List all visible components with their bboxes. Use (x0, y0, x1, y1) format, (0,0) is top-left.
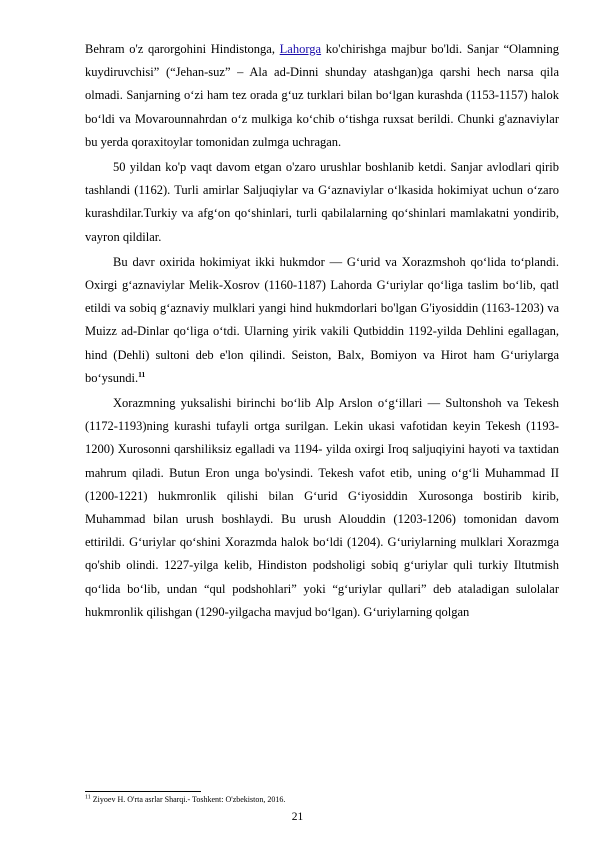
paragraph-1 (85, 38, 559, 154)
paragraph-2: 50 yildan ko'p vaqt davom etgan o'zaro urushlar boshlanib ketdi. Sanjar avlodlari qirib tashlandi (1162). Turli amirlar Saljuqiylar va G‘aznaviylar o‘lkasida hokimiyat uchun o‘zaro kurashdilar.Turkiy va afg‘on qo‘shinlari, turli qabilalarning qo‘shinlari mamlakatni yondirib, vayron qildilar. (85, 160, 559, 244)
lahorga-link[interactable]: Lahorga (279, 42, 322, 56)
footnote (85, 795, 285, 805)
page-body (85, 38, 559, 626)
paragraph-3 (85, 251, 559, 390)
paragraph-1-text-before-link: Behram o'z qarorgohini Hindistonga, (85, 42, 280, 56)
paragraph-4: Xorazmning yuksalishi birinchi bo‘lib Alp Arslon o‘g‘illari — Sultonshoh va Tekesh (1172-1193)ning kurashi tufayli ortga surilgan. Lekin ukasi vafotidan keyin Tekesh (1193-1200) Xurosonni qarshiliksiz egalladi va 1194- yilda oxirgi Iroq saljuqiyini hayoti va taxtidan mahrum qiladi. Butun Eron unga bo'ysindi. Tekesh vafot etib, uning o‘g‘li Muhammad II (1200-1221) hukmronlik qilishi bilan G‘urid G‘iyosiddin Xurosonga bostirib kirib, Muhammad bilan urush boshlaydi. Bu urush Alouddin (1203-1206) tomonidan davom ettirildi. G‘uriylar qo‘shini Xorazmda halok bo‘ldi (1204). G‘uriylarning mulklari Xorazmga qo'shib olindi. 1227-yilga kelib, Hindiston podsholigi sobiq g‘uriylar quli turkiy Iltutmish qo‘lida bo‘lib, undan “qul podshohlari” yoki “g‘uriylar qullari” deb ataladigan sulolalar hukmronlik qilishgan (1290-yilgacha mavjud bo‘lgan). G‘uriylarning qolgan (85, 396, 559, 619)
paragraph-3-text: Bu davr oxirida hokimiyat ikki hukmdor — G‘urid va Xorazmshoh qo‘lida to‘plandi. Oxirgi g‘aznaviylar Melik-Xosrov (1160-1187) Lahorda G‘uriylar qo‘liga taslim bo‘lib, qatl etildi va sobiq g‘aznaviy mulklari yangi hind hukmdorlari bo'lgan G'iyosiddin (1163-1203) va Muizz ad-Dinlar qo‘liga o‘tdi. Ularning yirik vakili Qutbiddin 1192-yilda Dehlini egallagan, hind (Dehli) sultoni deb e'lon qilindi. Seiston, Balx, Bomiyon va Hirot ham G‘uriylarga bo‘ysundi. (85, 254, 559, 385)
paragraph-1-text-after-link: ko'chirishga majbur bo'ldi. Sanjar “Olamning kuydiruvchisi” (“Jehan-suz” – Ala ad-Dinni shunday atashgan)ga qarshi hech narsa qila olmadi. Sanjarning o‘zi ham tez orada g‘uz turklari bilan bo‘lgan kurashda (1153-1157) halok bo‘ldi va Movarounnahrdan o‘z mulkiga ko‘chib o‘tishga ruxsat berildi. Chunki g'aznaviylar bu yerda qoraxitoylar tomonidan zulmga uchragan. (85, 42, 559, 149)
footnote-divider (85, 791, 201, 792)
footnote-text: Ziyoev H. O'rta asrlar Sharqi.- Toshkent: O'zbekiston, 2016. (90, 795, 286, 804)
footnote-reference[interactable]: 11 (138, 369, 146, 379)
page-number: 21 (291, 811, 304, 823)
footnote-marker: 11 (85, 794, 91, 801)
